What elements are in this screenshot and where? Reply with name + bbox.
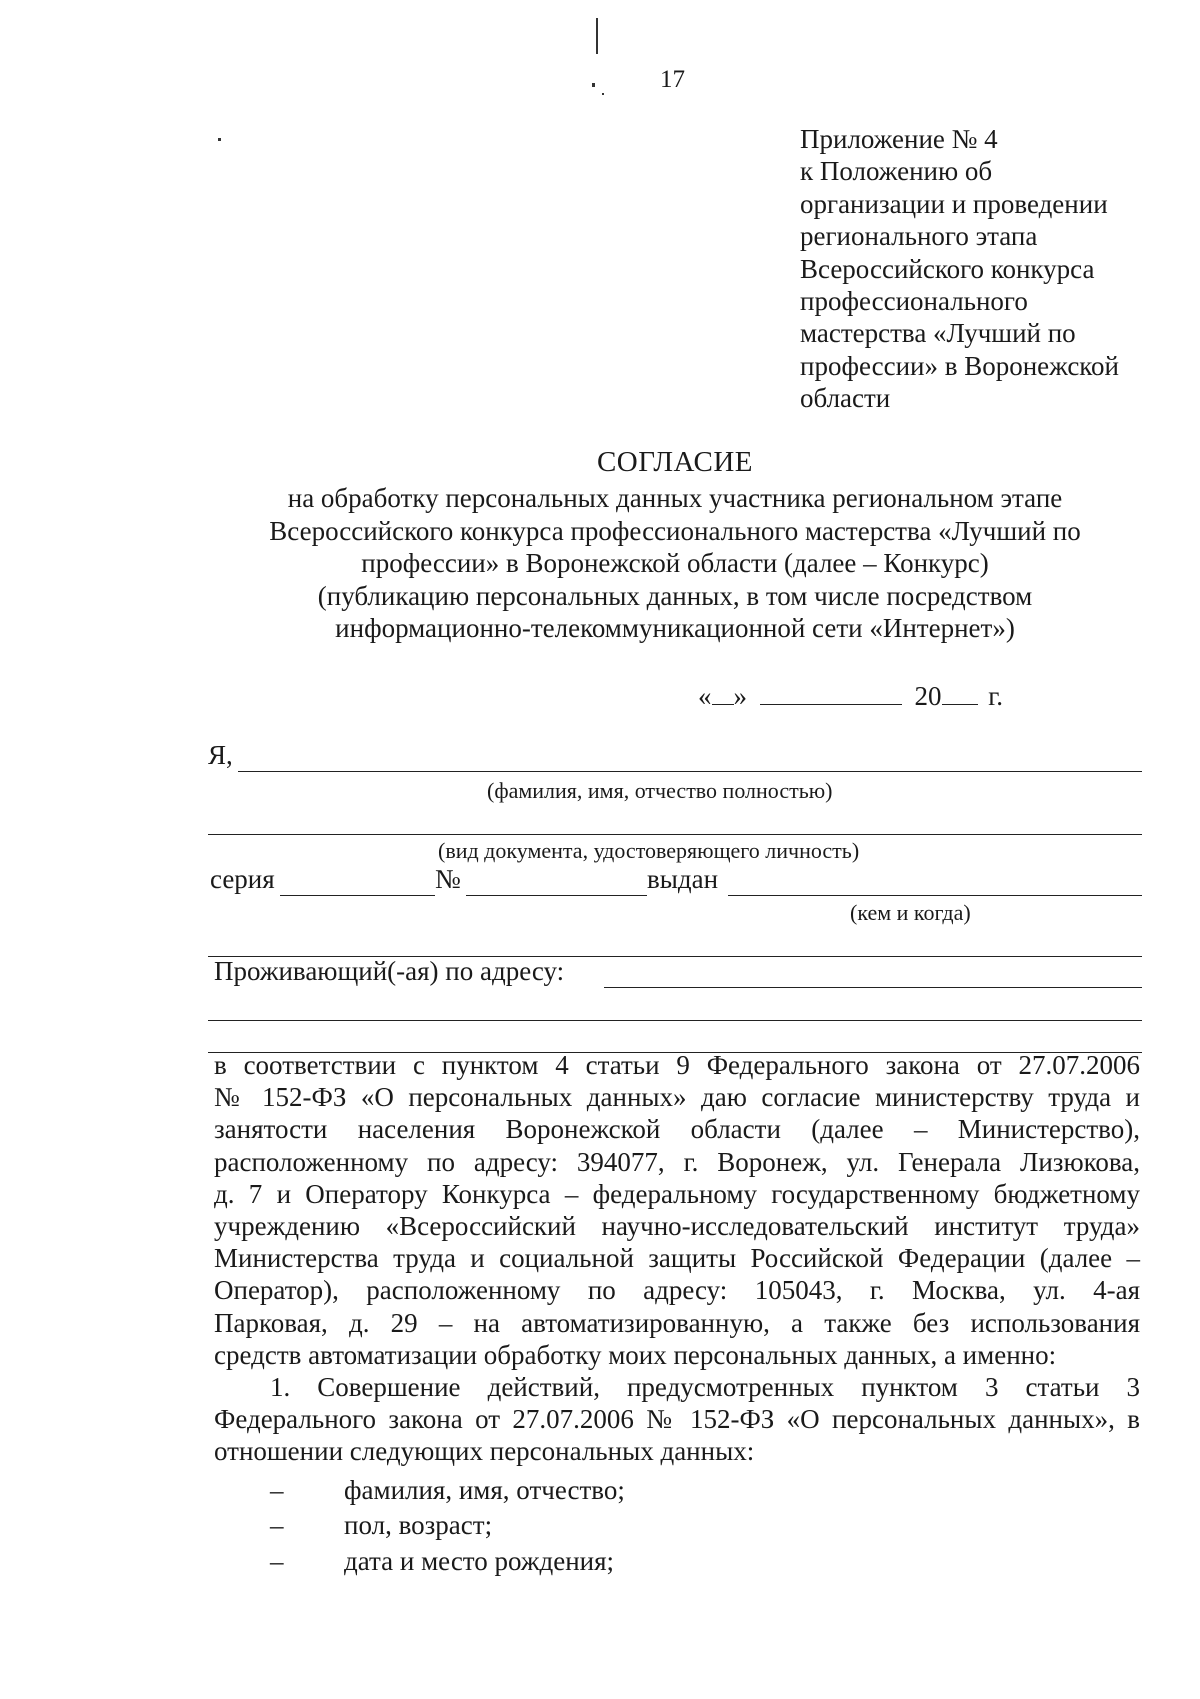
number-field[interactable] (466, 895, 647, 896)
issued-hint: (кем и когда) (850, 900, 971, 925)
subtitle-line: профессии» в Воронежской области (далее – Конкурс) (361, 548, 989, 578)
page-number: 17 (660, 66, 685, 93)
item1-line: отношении следующих персональных данных: (214, 1436, 755, 1467)
document-type-hint: (вид документа, удостоверяющего личность) (438, 838, 860, 863)
body-line: расположенному по адресу: 394077, г. Воронеж, ул. Генерала Лизюкова, (214, 1146, 1140, 1177)
year-blank[interactable] (942, 682, 978, 705)
body-line: в соответствии с пунктом 4 статьи 9 Федерального закона от 27.07.2006 (214, 1050, 1140, 1080)
year-prefix: 20 (914, 681, 942, 711)
fio-hint: (фамилия, имя, отчество полностью) (487, 778, 833, 803)
date-line (698, 681, 1003, 712)
appendix-line: области (800, 383, 891, 414)
appendix-line: регионального этапа (800, 221, 1038, 252)
document-title: СОГЛАСИЕ (596, 446, 754, 478)
item1-line: Федерального закона от 27.07.2006 № 152-ФЗ «О персональных данных», в (214, 1404, 1140, 1435)
subtitle-line: на обработку персональных данных участника региональном этапе (287, 483, 1063, 513)
fio-field[interactable] (238, 771, 1142, 772)
body-line: средств автоматизации обработку моих персональных данных, а именно: (214, 1339, 1057, 1370)
date-open-quote: « (698, 681, 712, 711)
issued-label: выдан (647, 864, 719, 894)
appendix-line: Всероссийского конкурса (800, 253, 1095, 284)
list-item (214, 1510, 492, 1541)
scan-mark-dot-2 (602, 93, 604, 95)
scan-mark-dot-3 (218, 138, 221, 141)
scan-mark-dot-1 (592, 83, 595, 87)
body-line: Оператор), расположенному по адресу: 105043, г. Москва, ул. 4-ая (214, 1275, 1140, 1306)
appendix-line: Приложение № 4 (800, 124, 998, 154)
series-label: серия (210, 864, 275, 894)
issued-field[interactable] (728, 895, 1142, 896)
date-close-quote: » (733, 681, 747, 711)
document-type-field[interactable] (208, 834, 1142, 835)
list-item-text: пол, возраст; (344, 1510, 493, 1540)
appendix-line: к Положению об (800, 156, 993, 187)
month-blank[interactable] (760, 682, 902, 705)
year-suffix: г. (988, 681, 1004, 711)
dash-bullet: – (270, 1510, 284, 1540)
list-item-text: дата и место рождения; (344, 1546, 615, 1576)
address-continuation-field[interactable] (208, 1020, 1142, 1021)
ya-label: Я, (208, 740, 233, 770)
scan-mark-top (596, 18, 598, 54)
dash-bullet: – (270, 1546, 284, 1576)
appendix-line: организации и проведении (800, 188, 1108, 219)
list-item (214, 1546, 614, 1577)
address-label: Проживающий(-ая) по адресу: (214, 956, 565, 986)
body-line: д. 7 и Оператору Конкурса – федеральному государственному бюджетному (214, 1178, 1140, 1209)
body-line: учреждению «Всероссийский научно-исследовательский институт труда» (214, 1210, 1140, 1241)
body-line: № 152-ФЗ «О персональных данных» даю согласие министерству труда и (214, 1082, 1140, 1113)
number-label: № (435, 864, 461, 894)
item1-line: 1. Совершение действий, предусмотренных пунктом 3 статьи 3 (270, 1371, 1140, 1402)
appendix-header (800, 123, 1170, 415)
subtitle-line: информационно-телекоммуникационной сети «Интернет») (335, 613, 1015, 643)
appendix-line: профессии» в Воронежской (800, 350, 1120, 381)
appendix-line: мастерства «Лучший по (800, 318, 1076, 349)
dash-bullet: – (270, 1475, 284, 1505)
address-field[interactable] (604, 987, 1142, 988)
list-item-text: фамилия, имя, отчество; (344, 1475, 625, 1505)
body-line: Парковая, д. 29 – на автоматизированную, а также без использования (214, 1307, 1140, 1338)
series-field[interactable] (280, 895, 435, 896)
list-item (214, 1475, 625, 1506)
document-subtitle (200, 482, 1150, 645)
day-blank[interactable] (712, 682, 734, 705)
appendix-line: профессионального (800, 286, 1028, 317)
consent-body (214, 1049, 1140, 1467)
body-line: занятости населения Воронежской области (далее – Министерство), (214, 1114, 1140, 1145)
subtitle-line: Всероссийского конкурса профессионального мастерства «Лучший по (269, 515, 1081, 546)
subtitle-line: (публикацию персональных данных, в том числе посредством (317, 580, 1033, 611)
body-line: Министерства труда и социальной защиты Российской Федерации (далее – (214, 1243, 1140, 1274)
